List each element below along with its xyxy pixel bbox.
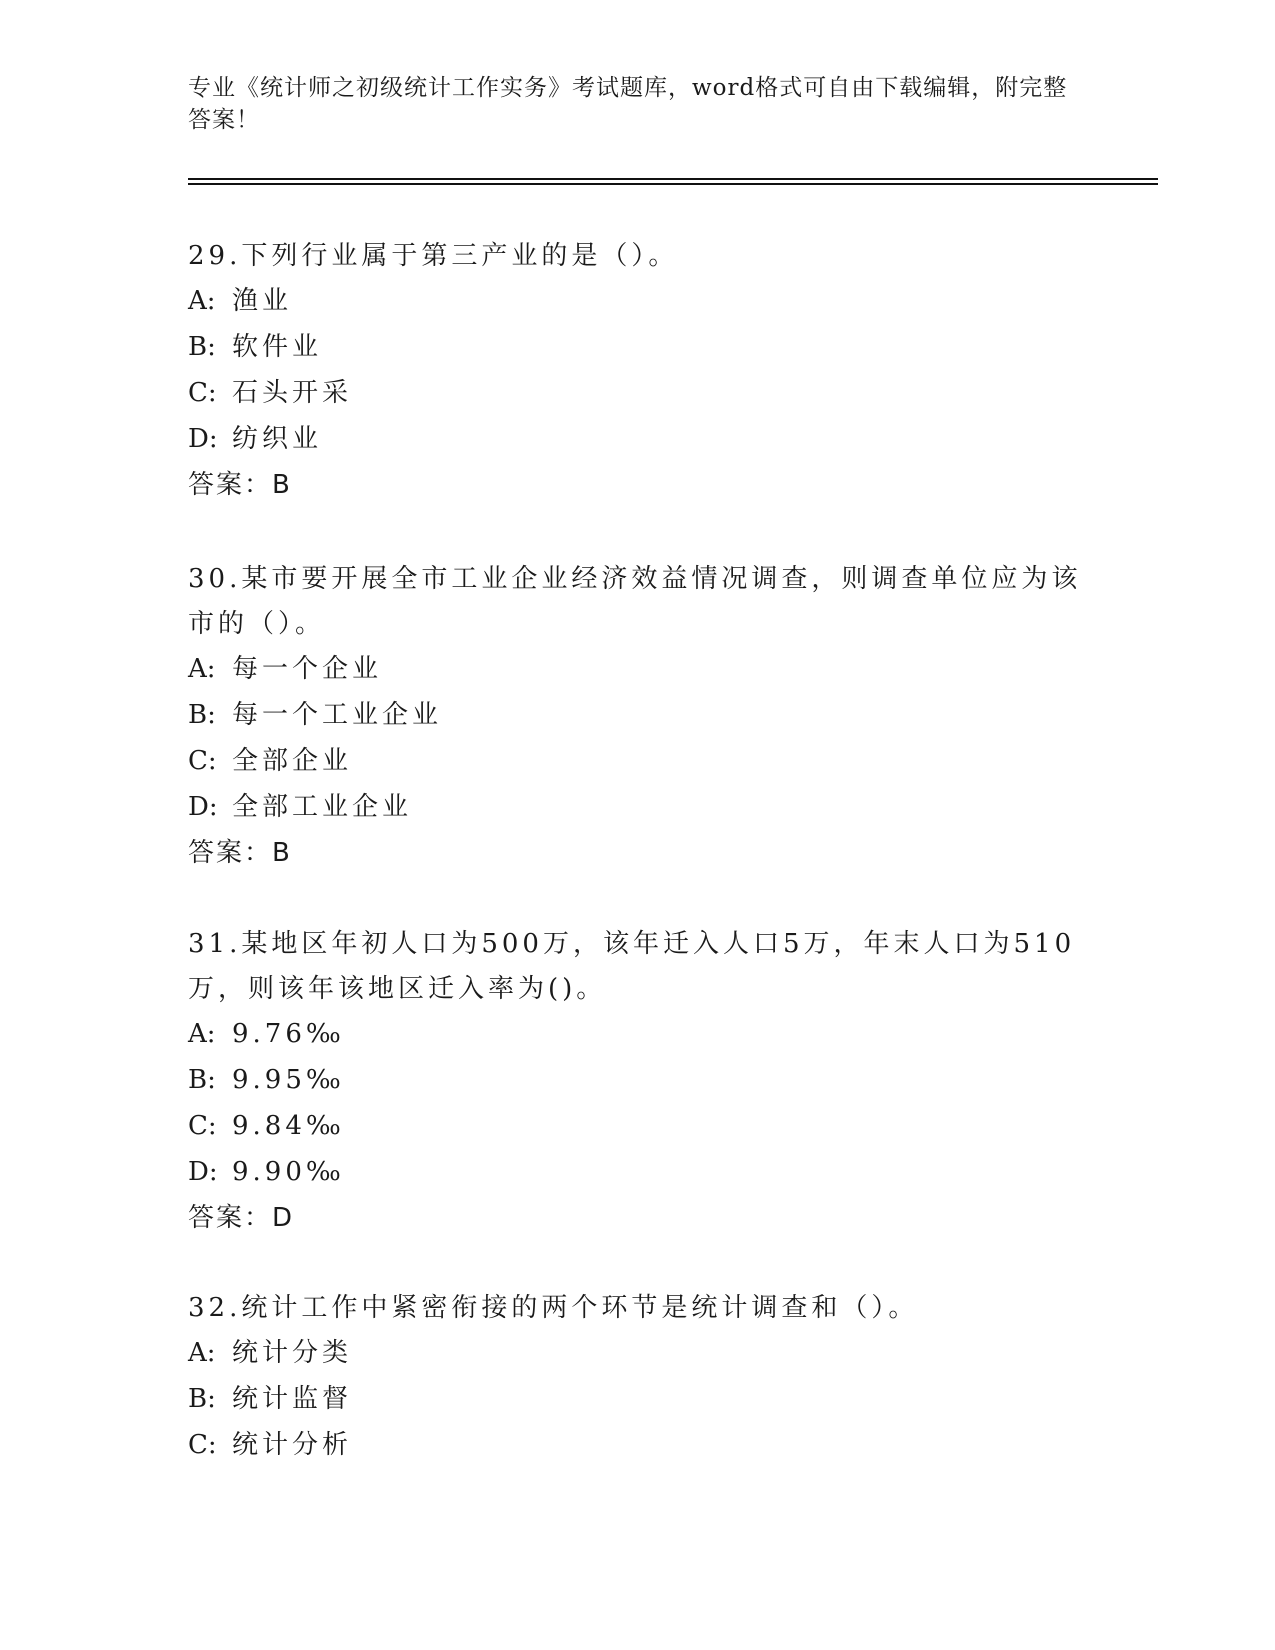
option-b xyxy=(188,1377,1088,1423)
option-text: 石头开采 xyxy=(232,378,353,408)
option-letter: A: xyxy=(188,1338,216,1368)
option-letter: D: xyxy=(188,1157,218,1187)
question-stem: 31.某地区年初人口为500万，该年迁入人口5万，年末人口为510万，则该年该地区迁入率为()。 xyxy=(188,929,1076,1004)
question-32 xyxy=(188,1286,1088,1469)
question-29 xyxy=(188,234,1088,509)
answer-line: 答案：B xyxy=(188,838,292,868)
question-31 xyxy=(188,922,1088,1242)
option-letter: A: xyxy=(188,654,216,684)
header-divider-bottom xyxy=(188,183,1158,185)
question-stem: 30.某市要开展全市工业企业经济效益情况调查，则调查单位应为该市的（）。 xyxy=(188,564,1082,639)
option-letter: C: xyxy=(188,1111,217,1141)
option-text: 全部工业企业 xyxy=(232,792,413,822)
option-b xyxy=(188,693,1088,739)
option-a xyxy=(188,279,1088,325)
option-c xyxy=(188,739,1088,785)
option-text: 9.76‰ xyxy=(232,1019,345,1049)
option-letter: B: xyxy=(188,1065,216,1095)
answer-line: 答案：B xyxy=(188,470,292,500)
question-stem: 32.统计工作中紧密衔接的两个环节是统计调查和（）。 xyxy=(188,1293,919,1323)
option-letter: B: xyxy=(188,1384,216,1414)
option-text: 渔业 xyxy=(232,286,293,316)
option-letter: B: xyxy=(188,700,216,730)
option-a xyxy=(188,1012,1088,1058)
option-text: 纺织业 xyxy=(232,424,323,454)
option-text: 软件业 xyxy=(232,332,323,362)
header-divider-top xyxy=(188,178,1158,180)
option-text: 统计分类 xyxy=(232,1338,353,1368)
option-letter: C: xyxy=(188,378,217,408)
option-letter: C: xyxy=(188,746,217,776)
option-text: 全部企业 xyxy=(232,746,353,776)
option-c xyxy=(188,1104,1088,1150)
question-stem: 29.下列行业属于第三产业的是（）。 xyxy=(188,241,679,271)
answer-line: 答案：D xyxy=(188,1203,295,1233)
option-text: 统计监督 xyxy=(232,1384,353,1414)
option-b xyxy=(188,1058,1088,1104)
option-a xyxy=(188,1331,1088,1377)
option-text: 9.95‰ xyxy=(232,1065,345,1095)
option-c xyxy=(188,1423,1088,1469)
option-letter: D: xyxy=(188,792,218,822)
option-text: 9.84‰ xyxy=(232,1111,345,1141)
option-c xyxy=(188,371,1088,417)
option-b xyxy=(188,325,1088,371)
option-text: 9.90‰ xyxy=(232,1157,345,1187)
question-30 xyxy=(188,557,1088,877)
option-d xyxy=(188,417,1088,463)
option-letter: A: xyxy=(188,1019,216,1049)
document-header: 专业《统计师之初级统计工作实务》考试题库，word格式可自由下载编辑，附完整答案！ xyxy=(188,75,1068,133)
option-text: 每一个工业企业 xyxy=(232,700,443,730)
option-a xyxy=(188,647,1088,693)
option-d xyxy=(188,785,1088,831)
option-d xyxy=(188,1150,1088,1196)
option-letter: B: xyxy=(188,332,216,362)
option-letter: C: xyxy=(188,1430,217,1460)
option-letter: A: xyxy=(188,286,216,316)
option-letter: D: xyxy=(188,424,218,454)
option-text: 统计分析 xyxy=(232,1430,353,1460)
option-text: 每一个企业 xyxy=(232,654,383,684)
